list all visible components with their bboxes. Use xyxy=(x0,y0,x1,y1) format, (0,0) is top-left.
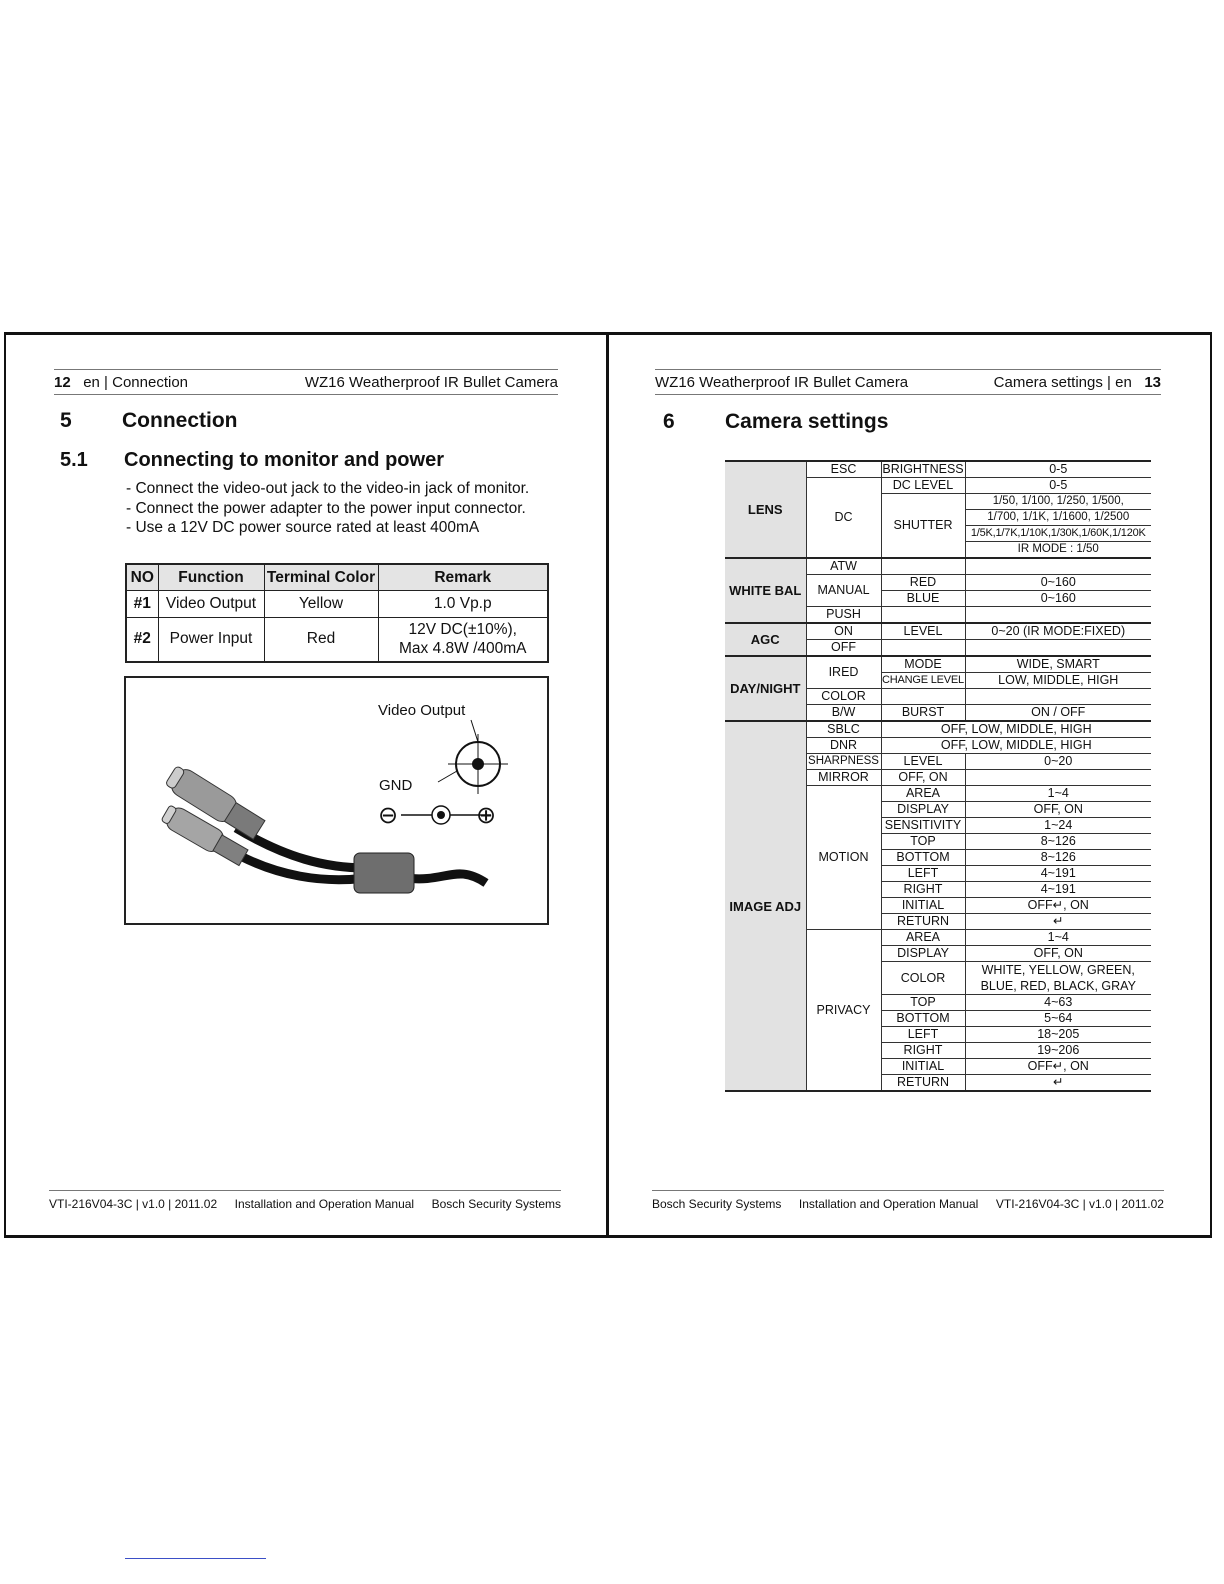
table-row xyxy=(126,591,548,618)
list-item: - Use a 12V DC power source rated at least 400mA xyxy=(126,519,480,536)
table-cell: INITIAL xyxy=(881,898,965,914)
table-cell: Video Output xyxy=(158,591,264,618)
page-footer xyxy=(49,1190,561,1212)
table-cell: MOTION xyxy=(806,786,881,930)
cable-figure xyxy=(124,676,549,925)
footer-company: Bosch Security Systems xyxy=(431,1196,561,1211)
group-day-night: DAY/NIGHT xyxy=(725,656,806,721)
bottom-rule xyxy=(125,1558,266,1559)
remark-line: 12V DC(±10%), xyxy=(408,621,517,639)
table-cell: BOTTOM xyxy=(881,850,965,866)
footer-company: Bosch Security Systems xyxy=(652,1196,782,1211)
table-cell: OFF, LOW, MIDDLE, HIGH xyxy=(881,721,1151,738)
chapter-number: 5 xyxy=(60,409,72,432)
table-cell: DNR xyxy=(806,738,881,754)
table-cell: B/W xyxy=(806,705,881,722)
table-cell: RIGHT xyxy=(881,882,965,898)
table-cell: MANUAL xyxy=(806,575,881,607)
table-row xyxy=(126,618,548,662)
header-cell: Terminal Color xyxy=(264,564,378,591)
table-cell: BURST xyxy=(881,705,965,722)
table-cell: DC LEVEL xyxy=(881,478,965,494)
section-number: 5.1 xyxy=(60,449,88,471)
table-cell: 1.0 Vp.p xyxy=(378,591,548,618)
table-cell: IRED xyxy=(806,656,881,689)
table-row xyxy=(725,623,1151,640)
video-output-label: Video Output xyxy=(378,702,466,719)
table-cell: 1/700, 1/1K, 1/1600, 1/2500 xyxy=(965,510,1151,526)
table-row xyxy=(725,461,1151,478)
header-title: WZ16 Weatherproof IR Bullet Camera xyxy=(655,373,909,391)
footer-manual: Installation and Operation Manual xyxy=(234,1196,415,1211)
table-cell: PRIVACY xyxy=(806,930,881,1092)
table-cell: OFF, ON xyxy=(881,770,965,786)
table-cell: 4~63 xyxy=(965,995,1151,1011)
table-cell: Red xyxy=(264,618,378,662)
table-cell: DC xyxy=(806,478,881,559)
list-item: - Connect the power adapter to the power input connector. xyxy=(126,499,526,517)
table-cell: 1~24 xyxy=(965,818,1151,834)
chapter-title: Connection xyxy=(122,409,238,432)
table-cell: SENSITIVITY xyxy=(881,818,965,834)
header-left: 12 en | Connection xyxy=(54,373,189,391)
table-cell: 0-5 xyxy=(965,461,1151,478)
table-cell: 1/50, 1/100, 1/250, 1/500, xyxy=(965,494,1151,510)
footer-manual: Installation and Operation Manual xyxy=(798,1196,979,1211)
table-cell: 0-5 xyxy=(965,478,1151,494)
table-cell: 0~20 (IR MODE:FIXED) xyxy=(965,623,1151,640)
table-cell: COLOR xyxy=(806,689,881,705)
table-cell: #2 xyxy=(126,618,158,662)
plus-symbol: ⊕ xyxy=(476,802,497,829)
instruction-list xyxy=(126,479,529,538)
footer-doc: VTI-216V04-3C | v1.0 | 2011.02 xyxy=(995,1196,1164,1211)
table-cell: 8~126 xyxy=(965,850,1151,866)
list-item: - Connect the video-out jack to the video-in jack of monitor. xyxy=(126,480,530,497)
table-cell: 19~206 xyxy=(965,1043,1151,1059)
table-cell: MODE xyxy=(881,656,965,673)
table-cell: BOTTOM xyxy=(881,1011,965,1027)
header-cell: Function xyxy=(158,564,264,591)
table-header-row xyxy=(126,564,548,591)
table-row xyxy=(725,721,1151,738)
table-cell: TOP xyxy=(881,995,965,1011)
page-header xyxy=(655,369,1161,395)
table-cell: 0~160 xyxy=(965,591,1151,607)
header-title: WZ16 Weatherproof IR Bullet Camera xyxy=(304,373,558,391)
connection-table xyxy=(125,563,549,663)
table-cell: IR MODE : 1/50 xyxy=(965,542,1151,559)
table-cell: 18~205 xyxy=(965,1027,1151,1043)
table-cell: 1/5K,1/7K,1/10K,1/30K,1/60K,1/120K xyxy=(965,526,1151,542)
table-cell: BRIGHTNESS xyxy=(882,462,964,476)
table-cell: OFF↵, ON xyxy=(965,1059,1151,1075)
header-right: Camera settings | en 13 xyxy=(993,373,1161,391)
group-image-adj: IMAGE ADJ xyxy=(725,721,806,1091)
table-cell: DISPLAY xyxy=(881,946,965,962)
table-cell: #1 xyxy=(126,591,158,618)
table-cell xyxy=(965,962,1151,995)
table-cell: ON / OFF xyxy=(965,705,1151,722)
table-cell: 8~126 xyxy=(965,834,1151,850)
table-cell: ATW xyxy=(806,558,881,575)
left-page xyxy=(6,335,606,1235)
camera-settings-table xyxy=(725,460,1151,1092)
table-cell: LEVEL xyxy=(881,623,965,640)
table-cell: OFF, ON xyxy=(965,946,1151,962)
table-cell: OFF, ON xyxy=(965,802,1151,818)
table-cell: Yellow xyxy=(264,591,378,618)
page-header xyxy=(54,369,558,395)
table-cell: RIGHT xyxy=(881,1043,965,1059)
chapter-number: 6 xyxy=(663,410,675,433)
table-cell: OFF xyxy=(806,640,881,657)
page-footer xyxy=(652,1190,1164,1212)
table-cell: SHARPNESS xyxy=(806,754,881,770)
table-cell: RETURN xyxy=(881,1075,965,1092)
right-page xyxy=(609,335,1212,1235)
table-cell: 0~160 xyxy=(965,575,1151,591)
table-cell: MIRROR xyxy=(806,770,881,786)
table-cell: TOP xyxy=(881,834,965,850)
table-cell: RETURN xyxy=(881,914,965,930)
table-cell: AREA xyxy=(881,930,965,946)
table-cell: WIDE, SMART xyxy=(965,656,1151,673)
table-cell: 0~20 xyxy=(965,754,1151,770)
section-title: Connecting to monitor and power xyxy=(124,449,444,471)
table-cell: Power Input xyxy=(158,618,264,662)
table-cell: OFF↵, ON xyxy=(965,898,1151,914)
table-cell: CHANGE LEVEL xyxy=(881,673,965,689)
table-cell: ON xyxy=(806,623,881,640)
table-cell: SHUTTER xyxy=(881,494,965,559)
table-cell: SBLC xyxy=(806,721,881,738)
gnd-label: GND xyxy=(379,777,413,794)
table-cell: OFF, LOW, MIDDLE, HIGH xyxy=(881,738,1151,754)
table-cell: ESC xyxy=(806,461,881,478)
table-cell: COLOR xyxy=(881,962,965,995)
table-cell: 1~4 xyxy=(965,930,1151,946)
table-cell: 1~4 xyxy=(965,786,1151,802)
table-cell: LEFT xyxy=(881,1027,965,1043)
table-cell: BLUE xyxy=(881,591,965,607)
group-lens: LENS xyxy=(725,461,806,558)
header-cell: NO xyxy=(126,564,158,591)
table-cell: 5~64 xyxy=(965,1011,1151,1027)
table-cell: INITIAL xyxy=(881,1059,965,1075)
table-cell: LEFT xyxy=(881,866,965,882)
table-cell: ↵ xyxy=(965,914,1151,930)
color-line: BLUE, RED, BLACK, GRAY xyxy=(980,979,1136,993)
remark-line: Max 4.8W /400mA xyxy=(399,640,527,658)
color-line: WHITE, YELLOW, GREEN, xyxy=(981,963,1135,977)
minus-symbol: ⊖ xyxy=(378,802,399,829)
footer-doc: VTI-216V04-3C | v1.0 | 2011.02 xyxy=(49,1196,218,1211)
table-cell: ↵ xyxy=(965,1075,1151,1092)
header-cell: Remark xyxy=(378,564,548,591)
table-row xyxy=(725,558,1151,575)
table-cell: RED xyxy=(881,575,965,591)
table-cell: 4~191 xyxy=(965,882,1151,898)
table-cell: AREA xyxy=(881,786,965,802)
table-cell: PUSH xyxy=(806,607,881,624)
table-cell: DISPLAY xyxy=(881,802,965,818)
chapter-title: Camera settings xyxy=(725,410,889,433)
table-row xyxy=(725,656,1151,673)
table-cell xyxy=(378,618,548,662)
group-agc: AGC xyxy=(725,623,806,656)
table-cell: LOW, MIDDLE, HIGH xyxy=(965,673,1151,689)
group-white-bal: WHITE BAL xyxy=(725,558,806,623)
table-cell: 4~191 xyxy=(965,866,1151,882)
table-cell: LEVEL xyxy=(881,754,965,770)
